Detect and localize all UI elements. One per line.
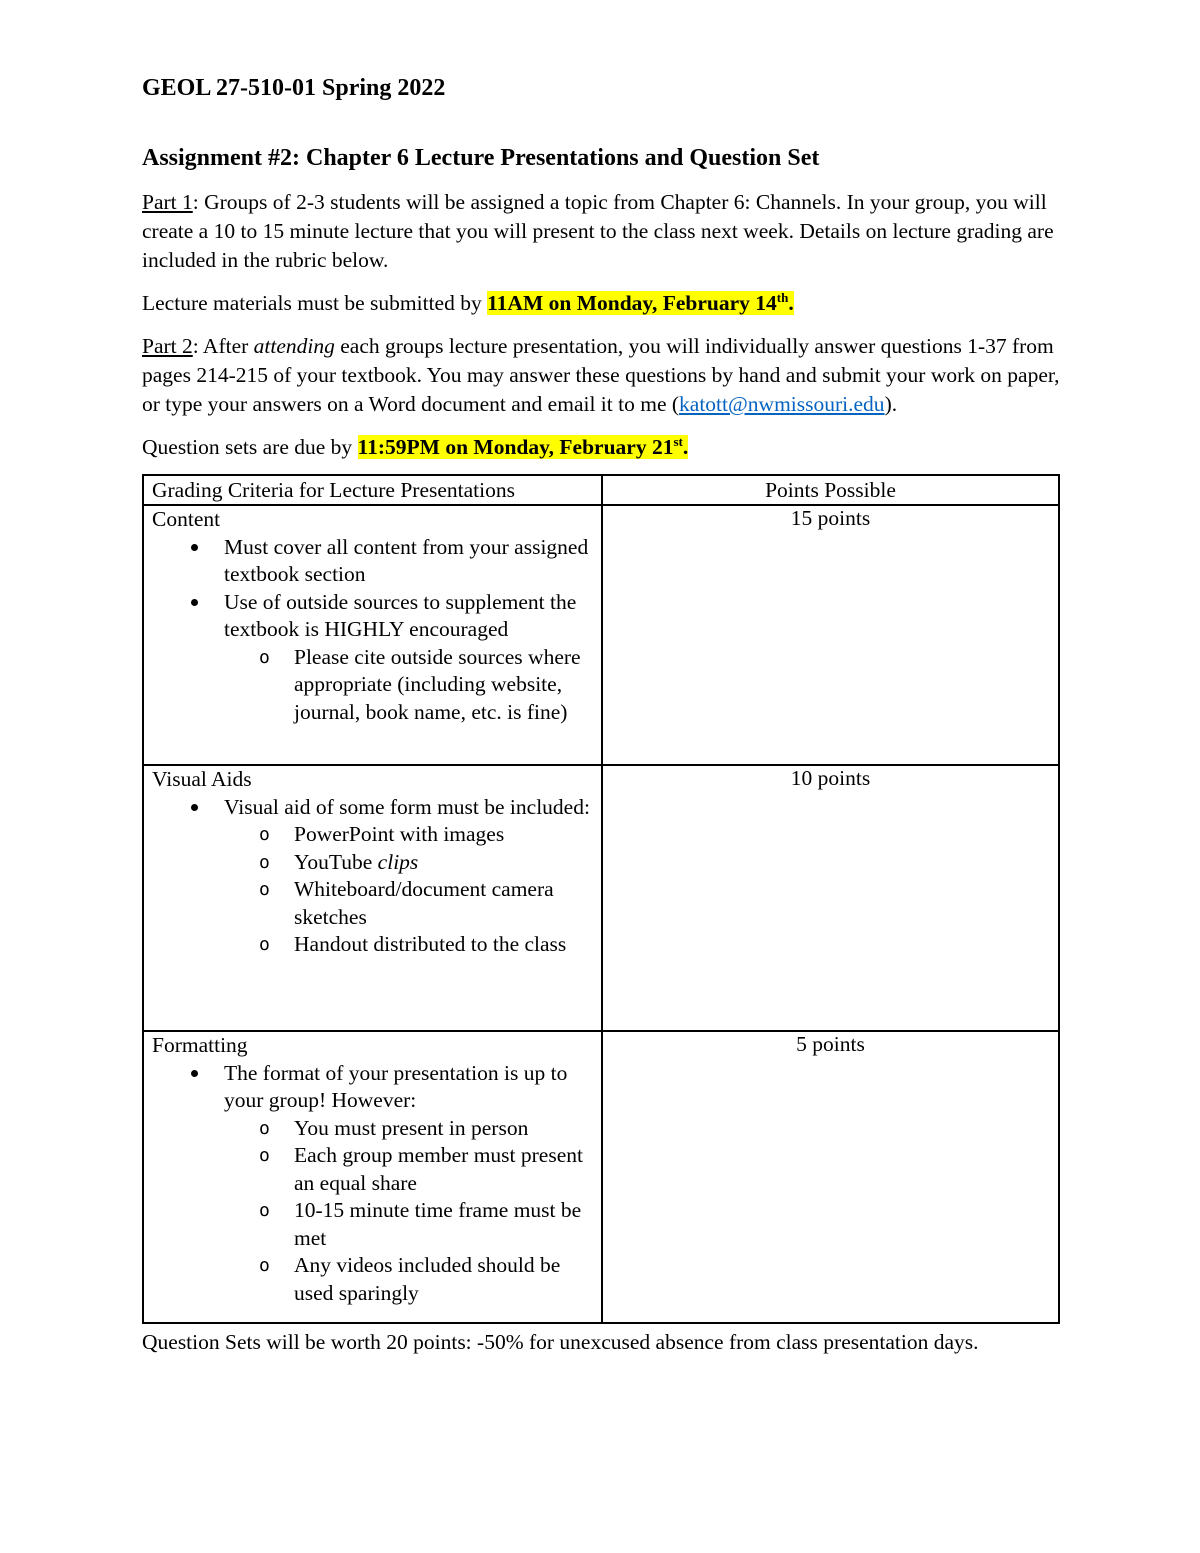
bullet-item — [224, 589, 593, 727]
sub-bullet-item — [294, 849, 593, 877]
question-due-highlight — [358, 435, 689, 459]
bullet-list — [152, 1060, 593, 1308]
question-due-prefix: Question sets are due by — [142, 435, 358, 459]
sub-bullet-list — [224, 644, 593, 727]
rubric-row-visual-aids — [143, 765, 1059, 1031]
part1-text: : Groups of 2-3 students will be assigned a topic from Chapter 6: Channels. In your group, you will create a 10 to 15 minute lecture that you will present to the class next week. Details on lecture grading are included in the rubric below. — [142, 190, 1054, 272]
bullet-item — [224, 1060, 593, 1308]
question-due-sup: st — [673, 433, 683, 449]
rubric-row-formatting — [143, 1031, 1059, 1323]
course-header: GEOL 27-510-01 Spring 2022 — [142, 75, 446, 101]
part2-text-b: each groups lecture presentation, you will individually answer questions 1-37 from pages 214-215 of your textbook. You may answer these questions by hand and submit your work on paper, or type your answers on a Word document and email it to me ( — [142, 334, 1060, 416]
points-cell: 10 points — [602, 765, 1059, 1031]
assignment-title: Assignment #2: Chapter 6 Lecture Presentations and Question Set — [142, 145, 820, 171]
criteria-title: Visual Aids — [152, 767, 252, 791]
lecture-due-sup: th — [776, 289, 789, 305]
part2-paragraph — [142, 332, 1060, 419]
criteria-cell — [143, 765, 602, 1031]
sub-bullet-item: o Whiteboard/document camera sketches — [294, 876, 593, 931]
rubric-table — [142, 474, 1060, 1324]
bullet-list — [152, 794, 593, 959]
criteria-cell — [143, 1031, 602, 1323]
points-column-header: Points Possible — [602, 475, 1059, 505]
question-due-paragraph — [142, 433, 1060, 462]
email-link[interactable]: katott@nwmissouri.edu — [679, 392, 885, 416]
lecture-due-prefix: Lecture materials must be submitted by — [142, 291, 488, 315]
part2-text-c: ). — [884, 392, 898, 416]
bullet-text: Use of outside sources to supplement the textbook is HIGHLY encouraged — [224, 589, 577, 641]
lecture-due-date: 11AM on Monday, February 14 — [487, 291, 777, 315]
lecture-due-end: . — [788, 291, 794, 315]
criteria-column-header: Grading Criteria for Lecture Presentations — [143, 475, 602, 505]
sub-bullet-text: YouTube — [294, 849, 378, 874]
bullet-item — [224, 794, 593, 959]
sub-bullet-item: o You must present in person — [294, 1115, 593, 1143]
points-cell: 15 points — [602, 505, 1059, 765]
criteria-title: Formatting — [152, 1033, 248, 1057]
sub-bullet-list — [224, 1115, 593, 1308]
part1-label: Part 1 — [142, 190, 193, 214]
sub-bullet-item: o 10-15 minute time frame must be met — [294, 1197, 593, 1252]
criteria-title: Content — [152, 507, 221, 531]
criteria-cell — [143, 505, 602, 765]
part2-text-a: : After — [192, 334, 254, 358]
sub-bullet-item: o Handout distributed to the class — [294, 931, 593, 959]
footer-note: Question Sets will be worth 20 points: -50% for unexcused absence from class presentation days. — [142, 1330, 979, 1354]
sub-bullet-italic: clips — [377, 849, 419, 874]
lecture-due-highlight — [487, 291, 794, 315]
sub-bullet-item: o Any videos included should be used sparingly — [294, 1252, 593, 1307]
bullet-item: Must cover all content from your assigned textbook section — [224, 534, 593, 589]
part2-label: Part 2 — [142, 334, 193, 358]
sub-bullet-list — [224, 821, 593, 959]
bullet-text: The format of your presentation is up to your group! However: — [224, 1060, 568, 1112]
rubric-row-content — [143, 505, 1059, 765]
question-due-end: . — [682, 435, 689, 459]
points-cell: 5 points — [602, 1031, 1059, 1323]
bullet-list — [152, 534, 593, 727]
question-due-date: 11:59PM on Monday, February 21 — [357, 435, 674, 459]
part1-paragraph — [142, 188, 1060, 275]
bullet-text: Visual aid of some form must be included: — [224, 794, 590, 819]
rubric-header-row — [143, 475, 1059, 505]
sub-bullet-item: o Each group member must present an equal share — [294, 1142, 593, 1197]
sub-bullet-item: o PowerPoint with images — [294, 821, 593, 849]
part2-italic: attending — [253, 334, 335, 358]
document-page — [142, 72, 1060, 1356]
sub-bullet-item: o Please cite outside sources where appropriate (including website, journal, book name, etc. is fine) — [294, 644, 593, 727]
lecture-due-paragraph — [142, 289, 1060, 318]
